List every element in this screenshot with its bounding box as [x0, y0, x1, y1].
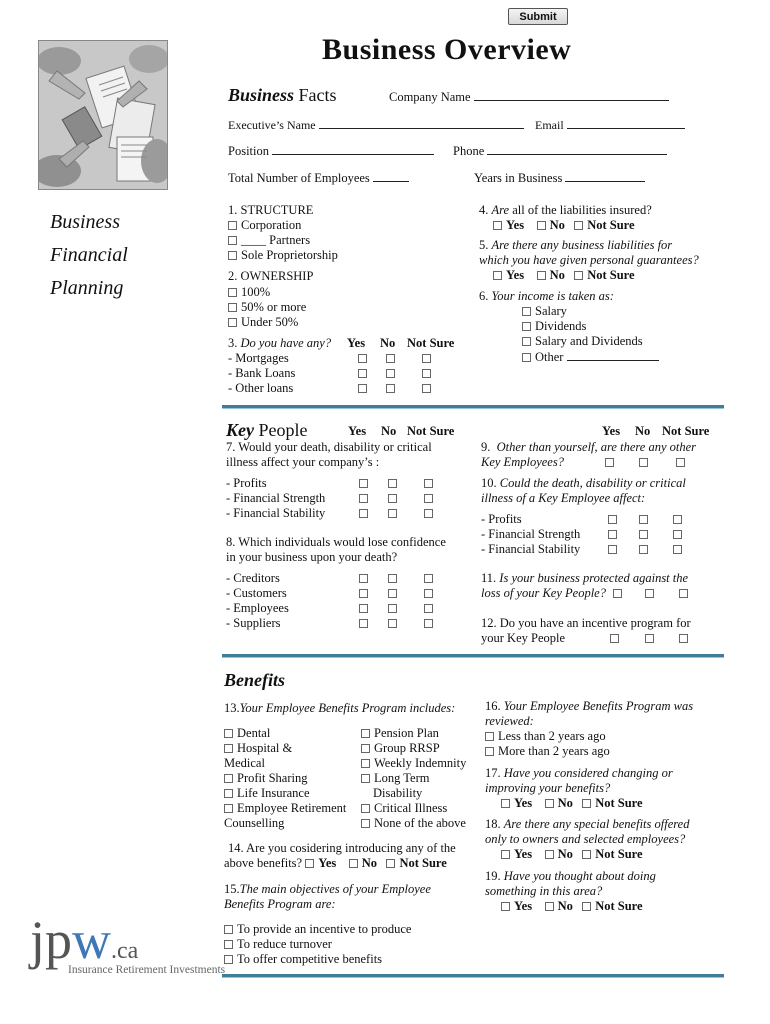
q11-yes-checkbox[interactable]: [613, 589, 622, 598]
benefit-life[interactable]: Life Insurance: [224, 786, 310, 801]
kp-right-not-sure-header: Not Sure: [662, 424, 710, 438]
q8-customers-no-checkbox[interactable]: [388, 589, 397, 598]
q5-label: 5. Are there any business liabilities for: [479, 238, 673, 252]
q7-label: 7. Would your death, disability or critical: [226, 440, 432, 454]
q7-stability-no-checkbox[interactable]: [388, 509, 397, 518]
q18-options[interactable]: Yes No Not Sure: [501, 847, 643, 862]
q7-profits-yes-checkbox[interactable]: [359, 479, 368, 488]
structure-heading: 1. STRUCTURE: [228, 203, 314, 217]
benefit-rrsp[interactable]: Group RRSP: [361, 741, 440, 756]
q3-not-sure-header: Not Sure: [407, 336, 455, 350]
kp-right-yes-header: Yes: [602, 424, 621, 438]
q4-options[interactable]: Yes No Not Sure: [493, 218, 635, 233]
q3-other-yes-checkbox[interactable]: [358, 384, 367, 393]
q5-options[interactable]: Yes No Not Sure: [493, 268, 635, 283]
q8-creditors-no-checkbox[interactable]: [388, 574, 397, 583]
q10-label-line2: illness of a Key Employee affect:: [481, 491, 646, 505]
q6-dividends[interactable]: Dividends: [522, 319, 586, 334]
sidebar-planning: Planning: [50, 277, 124, 299]
q3-bank-loans: - Bank Loans: [228, 366, 296, 380]
q9-label: 9. Other than yourself, are there any other: [481, 440, 697, 454]
q12-label: 12. Do you have an incentive program for: [481, 616, 691, 630]
q8-employees-yes-checkbox[interactable]: [359, 604, 368, 613]
q8-label-line2: in your business upon your death?: [226, 550, 398, 564]
q10-profits-yes-checkbox[interactable]: [608, 515, 617, 524]
q7-fin-strength: - Financial Strength: [226, 491, 326, 505]
q8-employees: - Employees: [226, 601, 289, 615]
q13-label: 13.Your Employee Benefits Program includes:: [224, 701, 456, 715]
q10-stability-not-sure-checkbox[interactable]: [673, 545, 682, 554]
q8-label: 8. Which individuals would lose confidence: [226, 535, 446, 549]
q16-label: 16. Your Employee Benefits Program was: [485, 699, 694, 713]
q6-label: 6. Your income is taken as:: [479, 289, 614, 303]
q16-label-line2: reviewed:: [485, 714, 534, 728]
benefit-profit-sharing[interactable]: Profit Sharing: [224, 771, 307, 786]
benefit-long-term[interactable]: Long Term: [361, 771, 429, 786]
q19-label: 19. Have you thought about doing: [485, 869, 656, 883]
benefit-medical-label: Medical: [224, 756, 265, 770]
q17-label-line2: improving your benefits?: [485, 781, 611, 795]
q11-label-line2: loss of your Key People?: [481, 586, 606, 600]
q16-more-2-years[interactable]: More than 2 years ago: [485, 744, 610, 759]
q6-salary-dividends[interactable]: Salary and Dividends: [522, 334, 643, 349]
benefits-heading: Benefits: [224, 670, 285, 690]
benefit-retirement[interactable]: Employee Retirement: [224, 801, 346, 816]
ownership-heading: 2. OWNERSHIP: [228, 269, 314, 283]
q10-profits-no-checkbox[interactable]: [639, 515, 648, 524]
q8-suppliers: - Suppliers: [226, 616, 281, 630]
structure-corporation[interactable]: Corporation: [228, 218, 301, 233]
q3-mortgages-not-sure-checkbox[interactable]: [422, 354, 431, 363]
sidebar-business: Business: [50, 211, 120, 233]
q19-label-line2: something in this area?: [485, 884, 603, 898]
position-field[interactable]: Position: [228, 143, 434, 159]
q7-strength-yes-checkbox[interactable]: [359, 494, 368, 503]
q6-other[interactable]: Other: [522, 349, 659, 365]
q11-label: 11. Is your business protected against the: [481, 571, 689, 585]
structure-sole[interactable]: Sole Proprietorship: [228, 248, 338, 263]
q16-less-2-years[interactable]: Less than 2 years ago: [485, 729, 606, 744]
benefit-critical[interactable]: Critical Illness: [361, 801, 447, 816]
benefit-disability-label: Disability: [373, 786, 423, 800]
q7-stability-not-sure-checkbox[interactable]: [424, 509, 433, 518]
q17-options[interactable]: Yes No Not Sure: [501, 796, 643, 811]
company-name-field[interactable]: Company Name: [389, 89, 669, 105]
q3-bank-not-sure-checkbox[interactable]: [422, 369, 431, 378]
q14-label-line2[interactable]: above benefits? Yes No Not Sure: [224, 856, 447, 870]
q3-yes-header: Yes: [347, 336, 366, 350]
q3-other-not-sure-checkbox[interactable]: [422, 384, 431, 393]
q5-label-line2: which you have given personal guarantees?: [479, 253, 699, 267]
q10-stability-yes-checkbox[interactable]: [608, 545, 617, 554]
kp-right-no-header: No: [635, 424, 651, 438]
executive-name-field[interactable]: Executive’s Name: [228, 117, 524, 133]
benefit-counselling-label: Counselling: [224, 816, 285, 830]
structure-partners[interactable]: ____ Partners: [228, 233, 310, 248]
years-in-business-field[interactable]: Years in Business: [474, 170, 645, 186]
jpw-logo: jpw.ca Insurance Retirement Investments: [30, 910, 226, 976]
q8-suppliers-no-checkbox[interactable]: [388, 619, 397, 628]
q11-no-checkbox[interactable]: [645, 589, 654, 598]
q12-label-line2: your Key People: [481, 631, 566, 645]
benefit-none[interactable]: None of the above: [361, 816, 466, 831]
q17-label: 17. Have you considered changing or: [485, 766, 673, 780]
q9-label-line2: Key Employees?: [481, 455, 564, 469]
q8-customers-yes-checkbox[interactable]: [359, 589, 368, 598]
section-divider-2: [222, 654, 724, 658]
q3-bank-no-checkbox[interactable]: [386, 369, 395, 378]
q15-label-line2: Benefits Program are:: [224, 897, 336, 911]
q8-suppliers-not-sure-checkbox[interactable]: [424, 619, 433, 628]
ownership-under-50[interactable]: Under 50%: [228, 315, 298, 330]
email-field[interactable]: Email: [535, 117, 685, 133]
q7-label-line2: illness affect your company’s :: [226, 455, 380, 469]
q11-not-sure-checkbox[interactable]: [679, 589, 688, 598]
q7-profits-not-sure-checkbox[interactable]: [424, 479, 433, 488]
q7-profits: - Profits: [226, 476, 267, 490]
q14-label: 14. Are you cosidering introducing any of the: [228, 841, 456, 855]
q10-strength-not-sure-checkbox[interactable]: [673, 530, 682, 539]
q12-yes-checkbox[interactable]: [610, 634, 619, 643]
benefit-hospital[interactable]: Hospital &: [224, 741, 292, 756]
benefit-dental[interactable]: Dental: [224, 726, 270, 741]
q10-stability-no-checkbox[interactable]: [639, 545, 648, 554]
ownership-100[interactable]: 100%: [228, 285, 270, 300]
q7-stability-yes-checkbox[interactable]: [359, 509, 368, 518]
business-meeting-photo: [38, 40, 168, 190]
q8-customers-not-sure-checkbox[interactable]: [424, 589, 433, 598]
q12-no-checkbox[interactable]: [645, 634, 654, 643]
q18-label-line2: only to owners and selected employees?: [485, 832, 686, 846]
q9-no-checkbox[interactable]: [639, 458, 648, 467]
q3-mortgages-no-checkbox[interactable]: [386, 354, 395, 363]
sidebar-financial: Financial: [50, 244, 128, 266]
kp-not-sure-header: Not Sure: [407, 424, 455, 438]
q6-salary[interactable]: Salary: [522, 304, 567, 319]
objective-turnover[interactable]: To reduce turnover: [224, 937, 332, 952]
q3-mortgages: - Mortgages: [228, 351, 289, 365]
kp-yes-header: Yes: [348, 424, 367, 438]
q7-strength-not-sure-checkbox[interactable]: [424, 494, 433, 503]
ownership-50-plus[interactable]: 50% or more: [228, 300, 306, 315]
submit-button[interactable]: Submit: [508, 8, 568, 25]
employees-field[interactable]: Total Number of Employees: [228, 170, 409, 186]
benefit-weekly[interactable]: Weekly Indemnity: [361, 756, 466, 771]
q10-strength-no-checkbox[interactable]: [639, 530, 648, 539]
q15-label: 15.The main objectives of your Employee: [224, 882, 431, 896]
benefit-pension[interactable]: Pension Plan: [361, 726, 439, 741]
q8-creditors: - Creditors: [226, 571, 280, 585]
q9-not-sure-checkbox[interactable]: [676, 458, 685, 467]
q10-strength-yes-checkbox[interactable]: [608, 530, 617, 539]
q7-fin-stability: - Financial Stability: [226, 506, 326, 520]
q10-label: 10. Could the death, disability or critical: [481, 476, 686, 490]
kp-no-header: No: [381, 424, 397, 438]
q8-suppliers-yes-checkbox[interactable]: [359, 619, 368, 628]
objective-competitive[interactable]: To offer competitive benefits: [224, 952, 382, 967]
q10-profits-not-sure-checkbox[interactable]: [673, 515, 682, 524]
q19-options[interactable]: Yes No Not Sure: [501, 899, 643, 914]
q8-employees-no-checkbox[interactable]: [388, 604, 397, 613]
q3-other-no-checkbox[interactable]: [386, 384, 395, 393]
q4-label: 4. Are all of the liabilities insured?: [479, 203, 652, 217]
q7-profits-no-checkbox[interactable]: [388, 479, 397, 488]
q18-label: 18. Are there any special benefits offered: [485, 817, 690, 831]
business-facts-heading: Business Facts: [228, 85, 337, 105]
q3-label: 3. Do you have any?: [228, 336, 332, 350]
section-divider: [222, 405, 724, 409]
objective-incentive[interactable]: To provide an incentive to produce: [224, 922, 411, 937]
q3-bank-yes-checkbox[interactable]: [358, 369, 367, 378]
section-divider-3: [222, 974, 724, 978]
q8-employees-not-sure-checkbox[interactable]: [424, 604, 433, 613]
q12-not-sure-checkbox[interactable]: [679, 634, 688, 643]
phone-field[interactable]: Phone: [453, 143, 667, 159]
q8-customers: - Customers: [226, 586, 287, 600]
q3-mortgages-yes-checkbox[interactable]: [358, 354, 367, 363]
q10-profits: - Profits: [481, 512, 522, 526]
q10-fin-strength: - Financial Strength: [481, 527, 581, 541]
q9-yes-checkbox[interactable]: [605, 458, 614, 467]
q10-fin-stability: - Financial Stability: [481, 542, 581, 556]
page-title: Business Overview: [322, 33, 572, 66]
q8-creditors-not-sure-checkbox[interactable]: [424, 574, 433, 583]
q7-strength-no-checkbox[interactable]: [388, 494, 397, 503]
key-people-heading: Key People: [226, 420, 308, 440]
q8-creditors-yes-checkbox[interactable]: [359, 574, 368, 583]
q3-other-loans: - Other loans: [228, 381, 294, 395]
q3-no-header: No: [380, 336, 396, 350]
